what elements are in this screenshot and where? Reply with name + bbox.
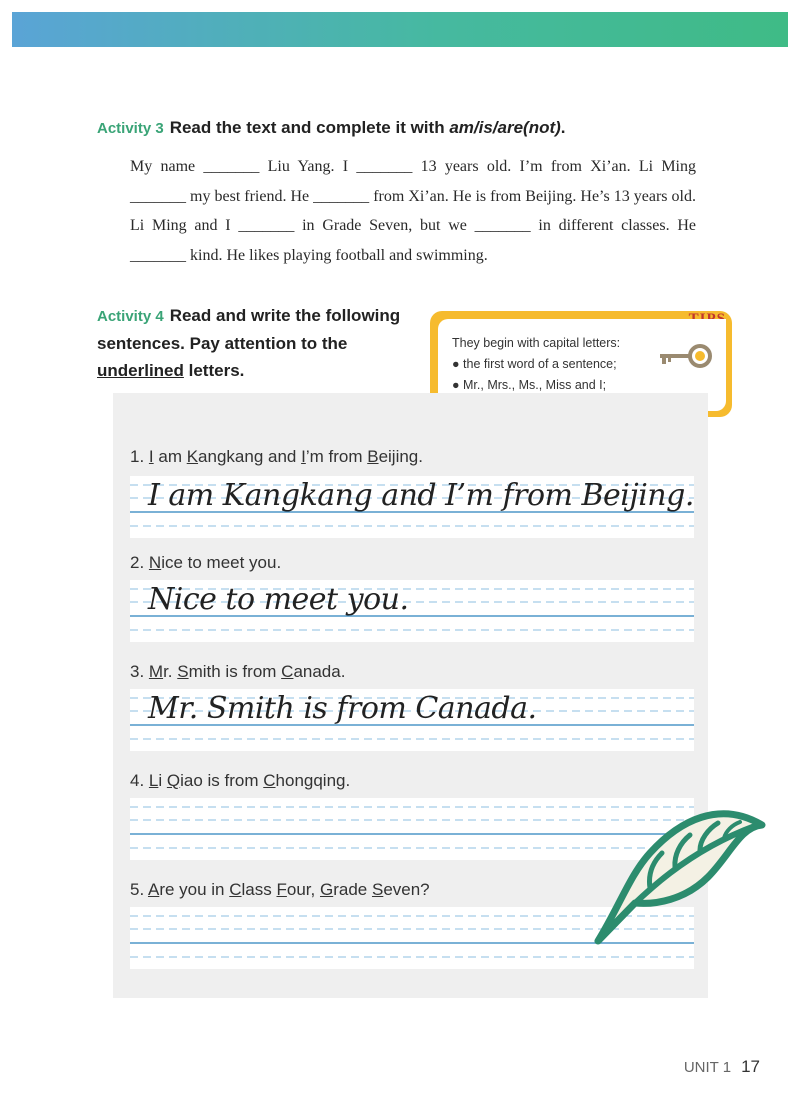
sentence-text: 3.: [130, 662, 149, 681]
sentence-text: re you in: [159, 880, 230, 899]
sentence-text: eijing.: [378, 447, 423, 466]
underlined-letter: F: [276, 880, 287, 899]
underlined-letter: G: [319, 880, 334, 899]
underlined-letter: L: [148, 771, 159, 790]
sentence-5: [130, 880, 430, 900]
handwriting-lines-2: [130, 580, 694, 642]
sentence-text: ice to meet you.: [161, 553, 282, 572]
sentence-text: our,: [286, 880, 320, 899]
sentence-3: [130, 662, 345, 682]
tips-intro: They begin with capital letters:: [452, 336, 621, 350]
activity4-heading: [97, 302, 417, 384]
sentence-text: even?: [383, 880, 430, 899]
page-footer: [684, 1057, 760, 1077]
sentence-text: lass: [241, 880, 277, 899]
activity3-title: Read the text and complete it with: [169, 118, 450, 137]
underlined-letter: I: [301, 447, 306, 466]
sentence-1: [130, 447, 423, 467]
activity4-title-end: letters.: [183, 361, 245, 380]
sentence-text: i: [158, 771, 167, 790]
leaf-icon: [590, 795, 770, 945]
underlined-letter: Q: [166, 771, 181, 790]
activity3-heading: [97, 118, 566, 138]
underlined-letter: A: [147, 880, 160, 899]
handwritten-answer: I am Kangkang and I’m from Beijing.: [148, 478, 694, 513]
sentence-text: 2.: [130, 553, 149, 572]
sentence-text: iao is from: [180, 771, 264, 790]
header-color-bar: [12, 12, 788, 47]
activity3-passage: My name _______ Liu Yang. I _______ 13 years old. I’m from Xi’an. Li Ming _______ my best friend. He _______ from Xi’an. He is from Beijing. He’s 13 years old. Li Ming and I _______ in Grade Seven, but we _______ in different classes. He _______ kind. He likes playing football and swimming.: [130, 158, 696, 264]
tips-item: ● the first word of a sentence;: [452, 357, 617, 371]
activity4-title: Read and write the following sentences. Pay attention to the: [97, 306, 401, 353]
sentence-text: 1.: [130, 447, 149, 466]
handwriting-lines-1: [130, 476, 694, 538]
underlined-letter: K: [186, 447, 199, 466]
underlined-letter: C: [281, 662, 294, 681]
activity4-title-underlined: underlined: [97, 361, 184, 380]
underlined-letter: C: [229, 880, 242, 899]
sentence-text: 4.: [130, 771, 149, 790]
activity3-title-end: .: [560, 118, 566, 137]
handwritten-answer: Nice to meet you.: [148, 582, 409, 617]
underlined-letter: N: [148, 553, 162, 572]
key-icon: [656, 341, 718, 373]
underlined-letter: B: [367, 447, 379, 466]
sentence-text: r.: [163, 662, 178, 681]
page-number: 17: [741, 1057, 760, 1076]
sentence-text: angkang and: [198, 447, 302, 466]
sentence-text: am: [153, 447, 187, 466]
underlined-letter: C: [263, 771, 276, 790]
activity4-label: Activity 4: [97, 308, 164, 325]
sentence-4: [130, 771, 350, 791]
sentence-text: 5.: [130, 880, 148, 899]
tips-item: ● Mr., Mrs., Ms., Miss and I;: [452, 378, 607, 392]
sentence-text: ’m from: [305, 447, 368, 466]
activity3-title-emphasis: am/is/are(not): [449, 118, 561, 137]
sentence-text: rade: [333, 880, 372, 899]
sentence-text: anada.: [293, 662, 346, 681]
sentence-2: [130, 553, 281, 573]
underlined-letter: S: [177, 662, 189, 681]
underlined-letter: M: [148, 662, 164, 681]
underlined-letter: I: [148, 447, 154, 466]
unit-label: UNIT 1: [683, 1059, 732, 1076]
handwriting-lines-3: [130, 689, 694, 751]
sentence-text: mith is from: [188, 662, 282, 681]
sentence-text: hongqing.: [275, 771, 351, 790]
handwritten-answer: Mr. Smith is from Canada.: [148, 691, 537, 726]
underlined-letter: S: [371, 880, 384, 899]
activity3-label: Activity 3: [97, 120, 164, 137]
